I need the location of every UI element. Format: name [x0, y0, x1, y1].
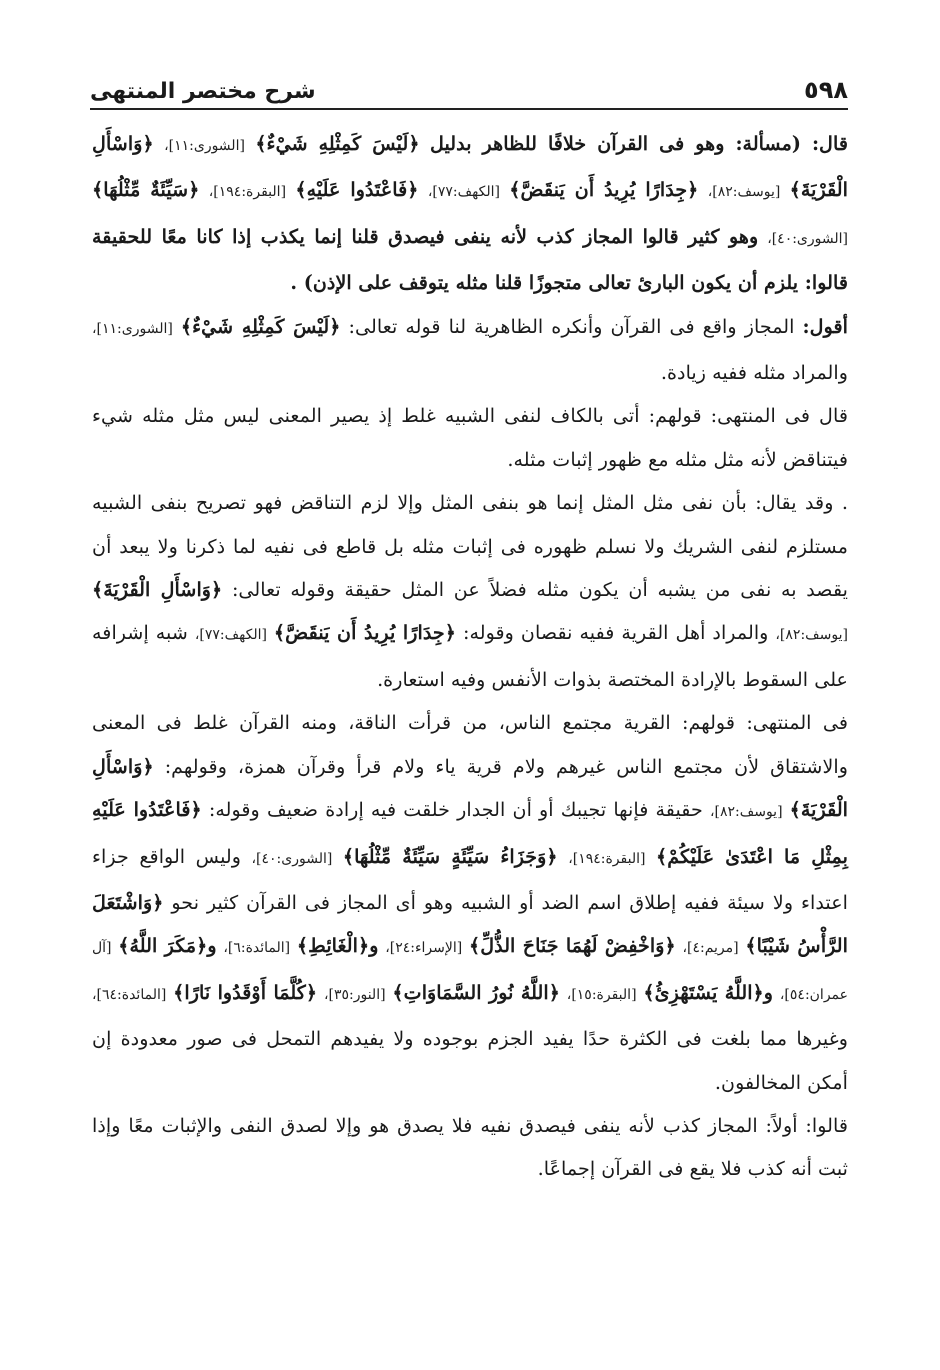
ayah-citation — [324, 981, 560, 1004]
paragraph-muntaha — [92, 394, 848, 481]
paragraph-matn — [92, 122, 848, 305]
ayah-text: ﴿جِدَارًا يُرِيدُ أَن يَنقَضَّ﴾ — [273, 621, 457, 645]
ayah-text: و﴿اللَّهُ يَسْتَهْزِئُ﴾ — [643, 980, 774, 1004]
ayah-text: ﴿وَاخْفِضْ لَهُمَا جَنَاحَ الذُّلِّ﴾ — [468, 934, 676, 958]
ayah-text: ﴿كُلَّمَا أَوْقَدُوا نَارًا﴾ — [173, 980, 318, 1004]
ayah-reference: [يوسف:٨٢]، — [707, 184, 781, 201]
ayah-reference: [الشورى:٤٠]، — [251, 850, 333, 867]
ayah-text: ﴿فَاعْتَدُوا عَلَيْهِ﴾ — [295, 178, 419, 202]
paragraph-text: شبه إشرافه على السقوط بالإرادة المختصة بذوات الأنفس وفيه استعارة. — [92, 621, 848, 691]
ayah-text: ﴿سَيِّئَةٌ مِّثْلُهَا﴾ — [92, 178, 200, 202]
ayah-citation — [223, 934, 378, 957]
ayah-text: ﴿وَاشْتَعَلَ الرَّأْسُ شَيْبًا﴾ — [92, 890, 848, 958]
ayah-reference: [الشورى:١١]، — [92, 320, 173, 337]
ayah-reference: [الكهف:٧٧]، — [194, 627, 267, 644]
page-number: ٥٩٨ — [804, 76, 848, 104]
ayah-citation — [164, 132, 419, 155]
ayah-citation — [428, 178, 699, 201]
paragraph-text: قالوا: أولاً: المجاز كذب لأنه ينفى فيصدق نفيه فلا يصدق هو وإلا لصدق النفى والإثبات معًا وإذا ثبت أنه كذب فلا يقع فى القرآن إجماعًا. — [92, 1113, 848, 1181]
page-header — [90, 74, 848, 104]
ayah-reference: [يوسف:٨٢]، — [775, 627, 848, 644]
matn-lead: قال: (مسألة: وهو فى القرآن خلافًا للظاهر بدليل — [429, 132, 848, 155]
ayah-text: ﴿اللَّهُ نُورُ السَّمَاوَاتِ﴾ — [392, 980, 560, 1004]
paragraph-qarya — [92, 701, 848, 1104]
ayah-reference: [آل عمران:٥٤]، — [92, 940, 848, 1003]
paragraph-text: . وقد يقال: بأن نفى مثل المثل إنما هو بنفى المثل وإلا لزم التناقض فهو تصريح بنفى الشبيه مستلزم لنفى الشريك ولا نسلم ظهوره فى إثبات مثله بل قاطع فى نفيه لما ذكرنا ولا يبعد أن يقصد به نفى من يشبه أن يكون مثله فضلاً عن المثل حقيقة وقوله تعالى: — [92, 491, 848, 602]
ayah-reference: [الكهف:٧٧]، — [427, 184, 500, 201]
paragraph-text: والمراد أهل القرية ففيه نقصان وقوله: — [462, 621, 769, 645]
ayah-citation — [567, 981, 773, 1004]
paragraph-aqul — [92, 305, 848, 395]
ayah-text: و﴿مَكَرَ اللَّهُ﴾ — [118, 934, 217, 958]
ayah-text: ﴿لَيْسَ كَمِثْلِهِ شَيْءٌ﴾ — [255, 132, 420, 155]
ayah-reference: [مريم:٤]، — [682, 940, 739, 957]
paragraph-text: قال فى المنتهى: قولهم: أتى بالكاف لنفى الشبيه غلط إذ يصير المعنى ليس مثل مثله شيء فيتناقض لأنه مثل مثله مع ظهور إثبات مثله. — [92, 404, 848, 471]
ayah-reference: [البقرة:١٥]، — [566, 986, 637, 1003]
matn-tail: وهو كثير قالوا المجاز كذب لأنه ينفى فيصدق قلنا إنما يكذب إذا كانا معًا للحقيقة قالوا: يلزم أن يكون البارئ تعالى متجوزًا قلنا مثله يتوقف على الإذن) . — [92, 224, 848, 295]
ayah-text: ﴿وَاسْأَلِ الْقَرْيَةَ﴾ — [92, 578, 223, 602]
ayah-reference: [الشورى:٤٠]، — [767, 230, 848, 247]
ayah-citation — [92, 981, 317, 1004]
paragraph-text: حقيقة فإنها تجيبك أو أن الجدار خلقت فيه إرادة ضعيف وقوله: — [208, 798, 703, 822]
ayah-text: ﴿وَاسْأَلِ الْقَرْيَةَ﴾ — [92, 754, 848, 822]
ayah-text: ﴿وَجَزَاءُ سَيِّئَةٍ سَيِّئَةٌ مِّثْلُهَا﴾ — [342, 844, 558, 868]
ayah-reference: [النور:٣٥]، — [323, 986, 386, 1003]
header-rule — [90, 108, 848, 110]
ayah-reference: [الإسراء:٢٤]، — [385, 940, 463, 957]
ayah-text: ﴿جِدَارًا يُرِيدُ أَن يَنقَضَّ﴾ — [509, 178, 699, 202]
aqul-lead: أقول: — [802, 314, 848, 338]
ayah-text: ﴿وَاسْأَلِ الْقَرْيَةَ﴾ — [92, 132, 848, 202]
ayah-citation — [209, 178, 419, 201]
ayah-text: ﴿لَيْسَ كَمِثْلِهِ شَيْءٌ﴾ — [180, 314, 341, 338]
paragraph-text: والمراد مثله ففيه زيادة. — [660, 361, 848, 385]
ayah-reference: [الشورى:١١]، — [164, 138, 245, 154]
ayah-reference: [البقرة:١٩٤]، — [208, 184, 287, 201]
ayah-text: و﴿الْغَائِطِ﴾ — [296, 934, 379, 958]
paragraph-text: وليس الواقع جزاء اعتداء ولا سيئة ففيه إطلاق اسم الضد أو الشبيه وهو أى المجاز فى القرآن كثير نحو — [92, 844, 848, 914]
body-text — [92, 122, 848, 1191]
ayah-text: ﴿فَاعْتَدُوا عَلَيْهِ بِمِثْلِ مَا اعْتَدَىٰ عَلَيْكُمْ﴾ — [92, 798, 848, 868]
ayah-reference: [يوسف:٨٢]، — [709, 804, 783, 821]
paragraph-qalu — [92, 1104, 848, 1191]
running-title: شرح مختصر المنتهى — [90, 79, 316, 104]
paragraph-text: وغيرها مما بلغت فى الكثرة حدًا يفيد الجزم بوجوده ولا يفيدهم التمحل فى صور معدودة إن أمكن المخالفون. — [92, 1027, 848, 1094]
ayah-citation — [385, 934, 676, 957]
ayah-reference: [البقرة:١٩٤]، — [568, 850, 646, 867]
ayah-reference: [المائدة:٦]، — [223, 940, 291, 957]
ayah-reference: [المائدة:٦٤]، — [92, 986, 167, 1003]
paragraph-text: المجاز واقع فى القرآن وأنكره الظاهرية لنا قوله تعالى: — [348, 314, 795, 338]
paragraph-text: فى المنتهى: قولهم: القرية مجتمع الناس، من قرأت الناقة، ومنه القرآن غلط فى المعنى والاشتقاق لأن مجتمع الناس غيرهم ولام قرية ياء ولام قرأ وقرآن همزة، وقولهم: — [92, 711, 848, 778]
paragraph-qad-yuqal — [92, 481, 848, 701]
